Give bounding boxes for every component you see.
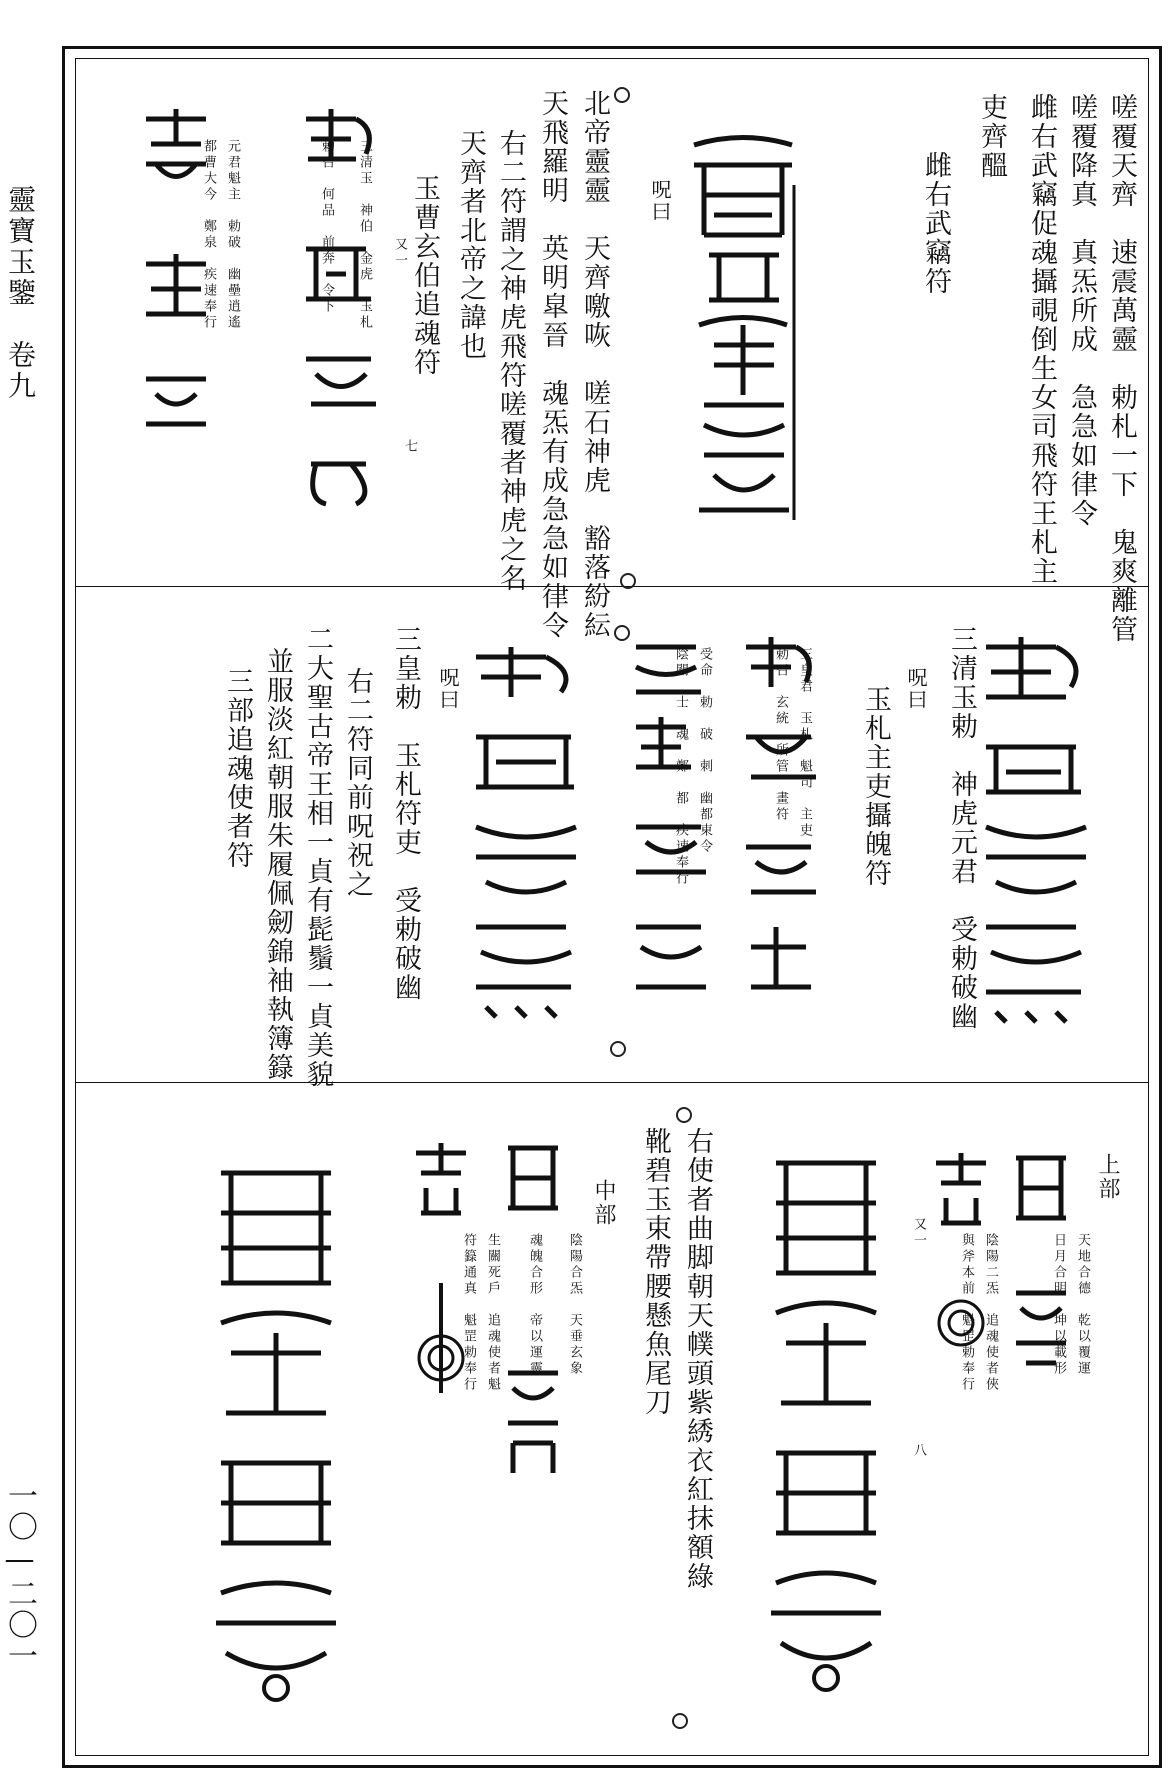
punch-hole-mark	[614, 87, 630, 103]
panel-middle	[76, 587, 1148, 1089]
talisman-seal-script	[466, 637, 584, 1027]
text-column: 天齊者北帝之諱也	[455, 129, 486, 361]
talisman-title: 玉曹玄伯追魂符	[409, 174, 440, 377]
note-mark: 八	[911, 1443, 926, 1459]
text-column: 三清玉勅 神虎元君 受勅破幽	[946, 625, 977, 1031]
text-column: 天飛羅明 英明皐晉 魂炁有成急急如律令	[537, 89, 568, 640]
talisman-annotation: 陰陽合炁 天垂玄象	[567, 1233, 582, 1377]
incantation-label: 呪曰	[436, 667, 460, 711]
text-column: 三皇勅 玉札符吏 受勅破幽	[390, 625, 421, 1002]
panel-bottom	[76, 1083, 1148, 1757]
talisman-seal-script	[756, 1143, 896, 1703]
talisman-annotation: 日月合明 坤以載形	[1051, 1233, 1066, 1377]
talisman-annotation: 魂魄合形 帝以運靈	[527, 1233, 542, 1377]
talisman-annotation: 勅召 何品 前奔 令下	[319, 139, 334, 315]
text-column: 雌右武竊促魂攝覗倒生女司飛符王札主	[1026, 93, 1057, 586]
talisman-annotation: 受命 勅 破 刺 幽都東令	[697, 647, 712, 855]
punch-hole-mark	[610, 1041, 626, 1057]
margin-book-title: 靈寶玉鑒 卷九	[4, 185, 37, 402]
talisman-annotation: 陰關 士 魂 鄭 都 疾速奉行	[673, 647, 688, 887]
talisman-annotation: 陰陽二炁 追魂使者俠	[983, 1233, 998, 1393]
talisman-annotation: 勅召 玄統 所管 畫符	[773, 647, 788, 823]
note-mark: 又一	[392, 237, 407, 269]
talisman-seal-script	[201, 1153, 351, 1713]
page-inner-frame	[75, 58, 1149, 1756]
text-column: 右二符謂之神虎飛符嗟覆者神虎之名	[495, 129, 526, 593]
talisman-annotation: 三皇君 玉札 魁司 主吏	[797, 647, 812, 839]
incantation-label: 呪曰	[648, 179, 672, 223]
text-column: 北帝靈靈 天齊噭咴 嗟石神虎 豁落紛紜	[579, 89, 610, 640]
talisman-annotation: 符籙通真 魁罡勅奉行	[461, 1233, 476, 1393]
incantation-label: 呪曰	[904, 667, 928, 711]
section-label: 中部	[591, 1179, 616, 1227]
note-mark: 又一	[911, 1217, 926, 1249]
talisman-seal-script	[976, 627, 1094, 1027]
talisman-title: 雌右武竊符	[920, 151, 951, 296]
text-column: 並服淡紅朝服朱履佩劒錦袖執簿籙	[262, 647, 293, 1082]
talisman-annotation: 三清玉 神伯 金虎 玉札	[357, 139, 372, 331]
punch-hole-mark	[672, 1713, 688, 1729]
margin-page-number: 一〇—二〇一	[2, 1480, 37, 1671]
talisman-seal-script	[296, 99, 386, 509]
talisman-annotation: 元君魁主 勅破 幽壘逍遙	[225, 139, 240, 331]
punch-hole-mark	[614, 625, 630, 641]
page-frame	[62, 46, 1162, 1768]
talisman-annotation: 與斧本前 魁罡勅奉行	[959, 1233, 974, 1393]
text-column: 嗟覆天齊 速震萬靈 勅札一下 鬼爽離管	[1106, 93, 1137, 644]
talisman-title: 三部追魂使者符	[222, 667, 253, 870]
text-column: 靴碧玉束帶腰懸魚尾刀	[640, 1127, 671, 1417]
punch-hole-mark	[676, 1107, 692, 1123]
text-column: 二大聖古帝王相一貞有髭鬚一貞美貌	[302, 625, 333, 1089]
talisman-title: 玉札主吏攝魄符	[860, 685, 891, 888]
text-column: 右二符同前呪祝之	[342, 667, 373, 899]
section-label: 上部	[1095, 1153, 1120, 1201]
talisman-seal-script	[684, 125, 802, 525]
text-column: 嗟覆降真 真炁所成 急急如律令	[1066, 93, 1097, 528]
note-mark: 七	[402, 439, 417, 455]
talisman-annotation: 生關死戶 追魂使者魁	[485, 1233, 500, 1393]
text-column: 右使者曲脚朝天幞頭紫綉衣紅抹額綠	[682, 1127, 713, 1591]
text-column: 吏齊醞	[976, 93, 1007, 180]
talisman-annotation: 都曹大今 鄭泉 疾速奉行	[201, 139, 216, 331]
talisman-annotation: 天地合德 乾以覆運	[1075, 1233, 1090, 1377]
panel-top	[76, 59, 1148, 644]
